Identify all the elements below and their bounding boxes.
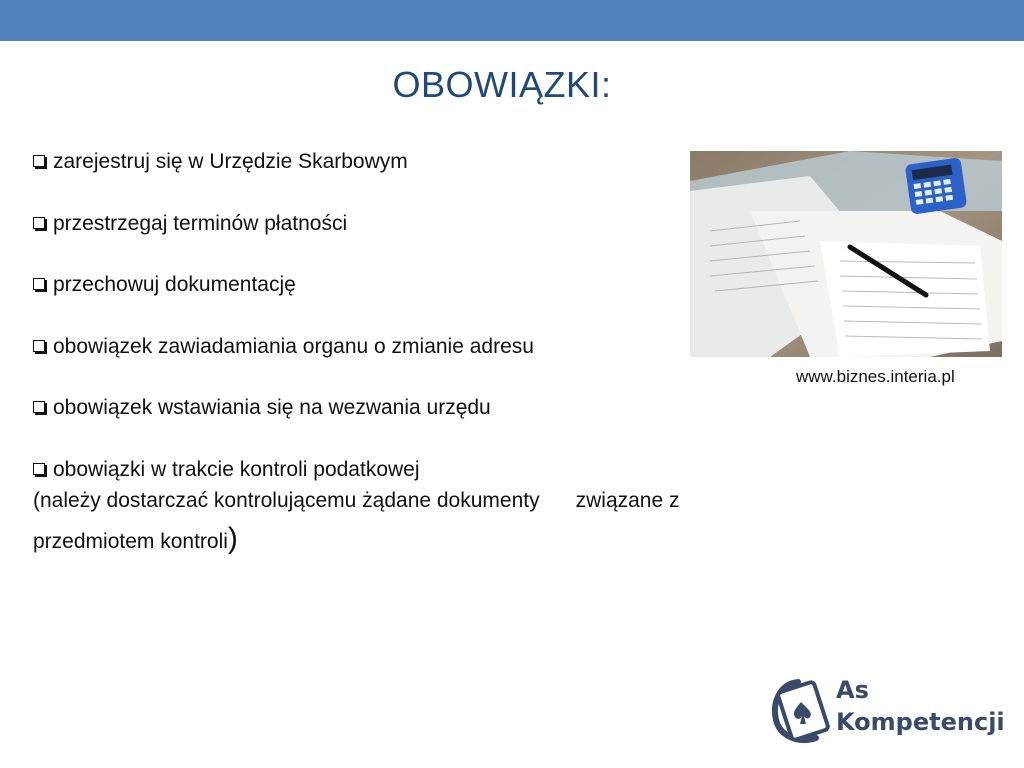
logo-line2: Kompetencji <box>836 708 1005 736</box>
bullet-text: zarejestruj się w Urzędzie Skarbowym <box>53 150 408 173</box>
closing-paren: ) <box>227 522 238 555</box>
bullet-item <box>33 273 296 297</box>
bullet-item <box>33 458 420 482</box>
documents-photo <box>690 151 1002 357</box>
slide-title: OBOWIĄZKI: <box>392 64 612 105</box>
bullet-text: obowiązek zawiadamiania organu o zmianie adresu <box>53 335 534 358</box>
bullet-continuation <box>33 489 680 513</box>
bullet-continuation <box>33 522 238 556</box>
checkbox-bullet-icon <box>33 463 45 475</box>
image-credit: www.biznes.interia.pl <box>796 367 955 386</box>
continuation-text: przedmiotem kontroli <box>33 530 228 553</box>
bullet-item <box>33 396 491 420</box>
bullet-item <box>33 335 534 359</box>
bullet-text: przechowuj dokumentację <box>53 273 296 296</box>
logo-line1: As <box>836 676 869 704</box>
bullet-text: obowiązek wstawiania się na wezwania urzędu <box>53 396 491 419</box>
bullet-text: obowiązki w trakcie kontroli podatkowej <box>53 458 420 481</box>
checkbox-bullet-icon <box>33 340 45 352</box>
calculator-icon <box>905 157 967 214</box>
as-kompetencji-logo <box>768 672 1005 748</box>
continuation-text: związane z <box>575 489 680 512</box>
checkbox-bullet-icon <box>33 401 45 413</box>
bullet-item <box>33 150 408 174</box>
checkbox-bullet-icon <box>33 278 45 290</box>
checkbox-bullet-icon <box>33 217 45 229</box>
bullet-text: przestrzegaj terminów płatności <box>53 212 348 235</box>
checkbox-bullet-icon <box>33 155 45 167</box>
continuation-text: (należy dostarczać kontrolującemu żądane dokumenty <box>33 489 540 512</box>
card-spade-icon <box>768 672 830 748</box>
bullet-item <box>33 212 347 236</box>
top-accent-bar <box>0 0 1024 41</box>
